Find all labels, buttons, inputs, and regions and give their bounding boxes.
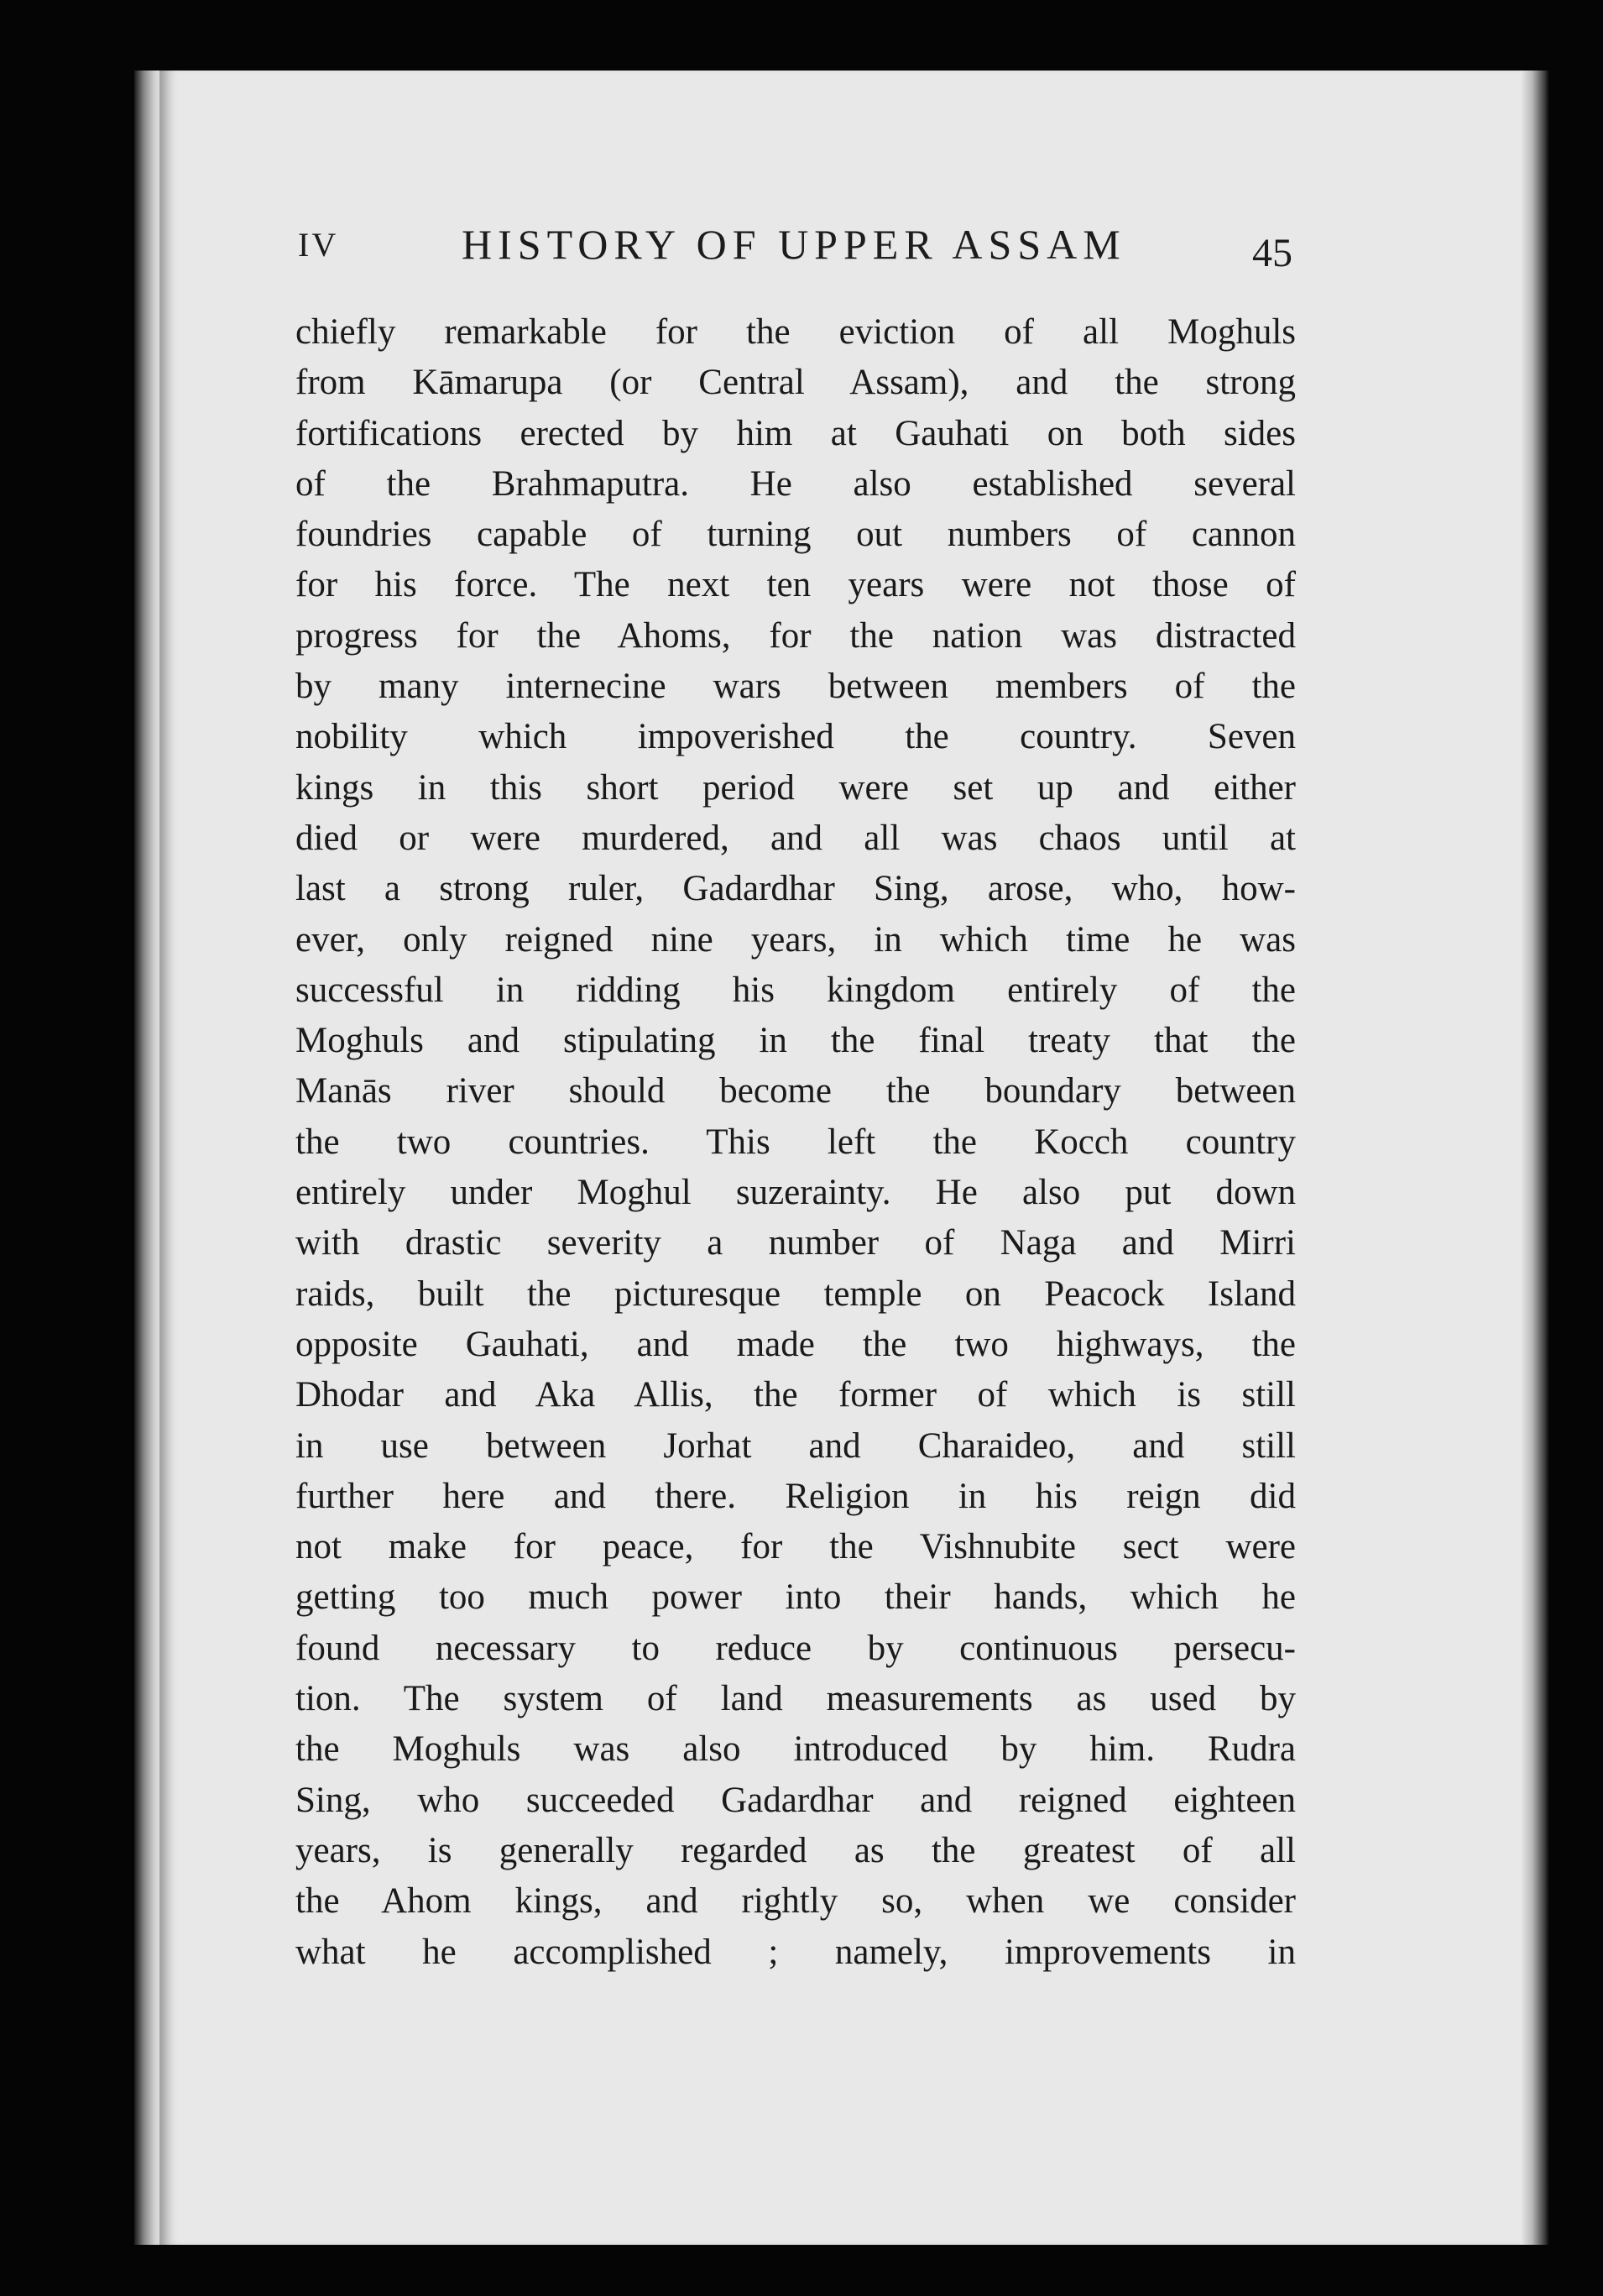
book-binding-shadow <box>134 71 163 2245</box>
chapter-number: IV <box>298 226 339 264</box>
text-line: Manās river should become the boundary between <box>295 1071 1296 1111</box>
text-line: tion. The system of land measurements as used by <box>295 1679 1296 1719</box>
text-line: getting too much power into their hands, which he <box>295 1577 1296 1618</box>
text-line: found necessary to reduce by continuous persecu- <box>295 1628 1296 1668</box>
text-line: kings in this short period were set up and either <box>295 767 1296 808</box>
text-line: of the Brahmaputra. He also established several <box>295 463 1296 504</box>
running-header <box>298 220 1292 279</box>
text-line: Moghuls and stipulating in the final treaty that the <box>295 1021 1296 1061</box>
text-line: in use between Jorhat and Charaideo, and still <box>295 1425 1296 1466</box>
text-line: Dhodar and Aka Allis, the former of which is still <box>295 1375 1296 1415</box>
text-line: raids, built the picturesque temple on Peacock Island <box>295 1274 1296 1314</box>
text-line: last a strong ruler, Gadardhar Sing, arose, who, how- <box>295 869 1296 909</box>
text-line: fortifications erected by him at Gauhati on both sides <box>295 413 1296 453</box>
text-line: nobility which impoverished the country. Seven <box>295 717 1296 757</box>
text-line: entirely under Moghul suzerainty. He also put down <box>295 1173 1296 1213</box>
running-title: HISTORY OF UPPER ASSAM <box>462 221 1126 268</box>
text-line: chiefly remarkable for the eviction of all Moghuls <box>295 312 1296 352</box>
text-line: the Moghuls was also introduced by him. Rudra <box>295 1729 1296 1770</box>
text-line: progress for the Ahoms, for the nation was distracted <box>295 615 1296 656</box>
text-line: years, is generally regarded as the greatest of all <box>295 1830 1296 1870</box>
text-line: with drastic severity a number of Naga and Mirri <box>295 1223 1296 1263</box>
body-text <box>295 307 1296 1978</box>
text-line: opposite Gauhati, and made the two highways, the <box>295 1324 1296 1364</box>
text-line: foundries capable of turning out numbers of cannon <box>295 515 1296 555</box>
text-line: Sing, who succeeded Gadardhar and reigned eighteen <box>295 1780 1296 1820</box>
text-line: for his force. The next ten years were not those of <box>295 565 1296 605</box>
text-line: by many internecine wars between members of the <box>295 667 1296 707</box>
text-line: the Ahom kings, and rightly so, when we consider <box>295 1881 1296 1922</box>
text-line: what he accomplished ; namely, improvements in <box>295 1932 1296 1972</box>
text-line: successful in ridding his kingdom entirely of the <box>295 970 1296 1010</box>
text-line: ever, only reigned nine years, in which time he was <box>295 919 1296 960</box>
text-line: further here and there. Religion in his reign did <box>295 1476 1296 1516</box>
page-number: 45 <box>1252 231 1292 275</box>
text-line: from Kāmarupa (or Central Assam), and the strong <box>295 363 1296 403</box>
page-edge-shadow <box>1521 71 1549 2245</box>
text-line: not make for peace, for the Vishnubite sect were <box>295 1527 1296 1567</box>
text-line: the two countries. This left the Kocch country <box>295 1122 1296 1162</box>
text-line: died or were murdered, and all was chaos until at <box>295 818 1296 858</box>
